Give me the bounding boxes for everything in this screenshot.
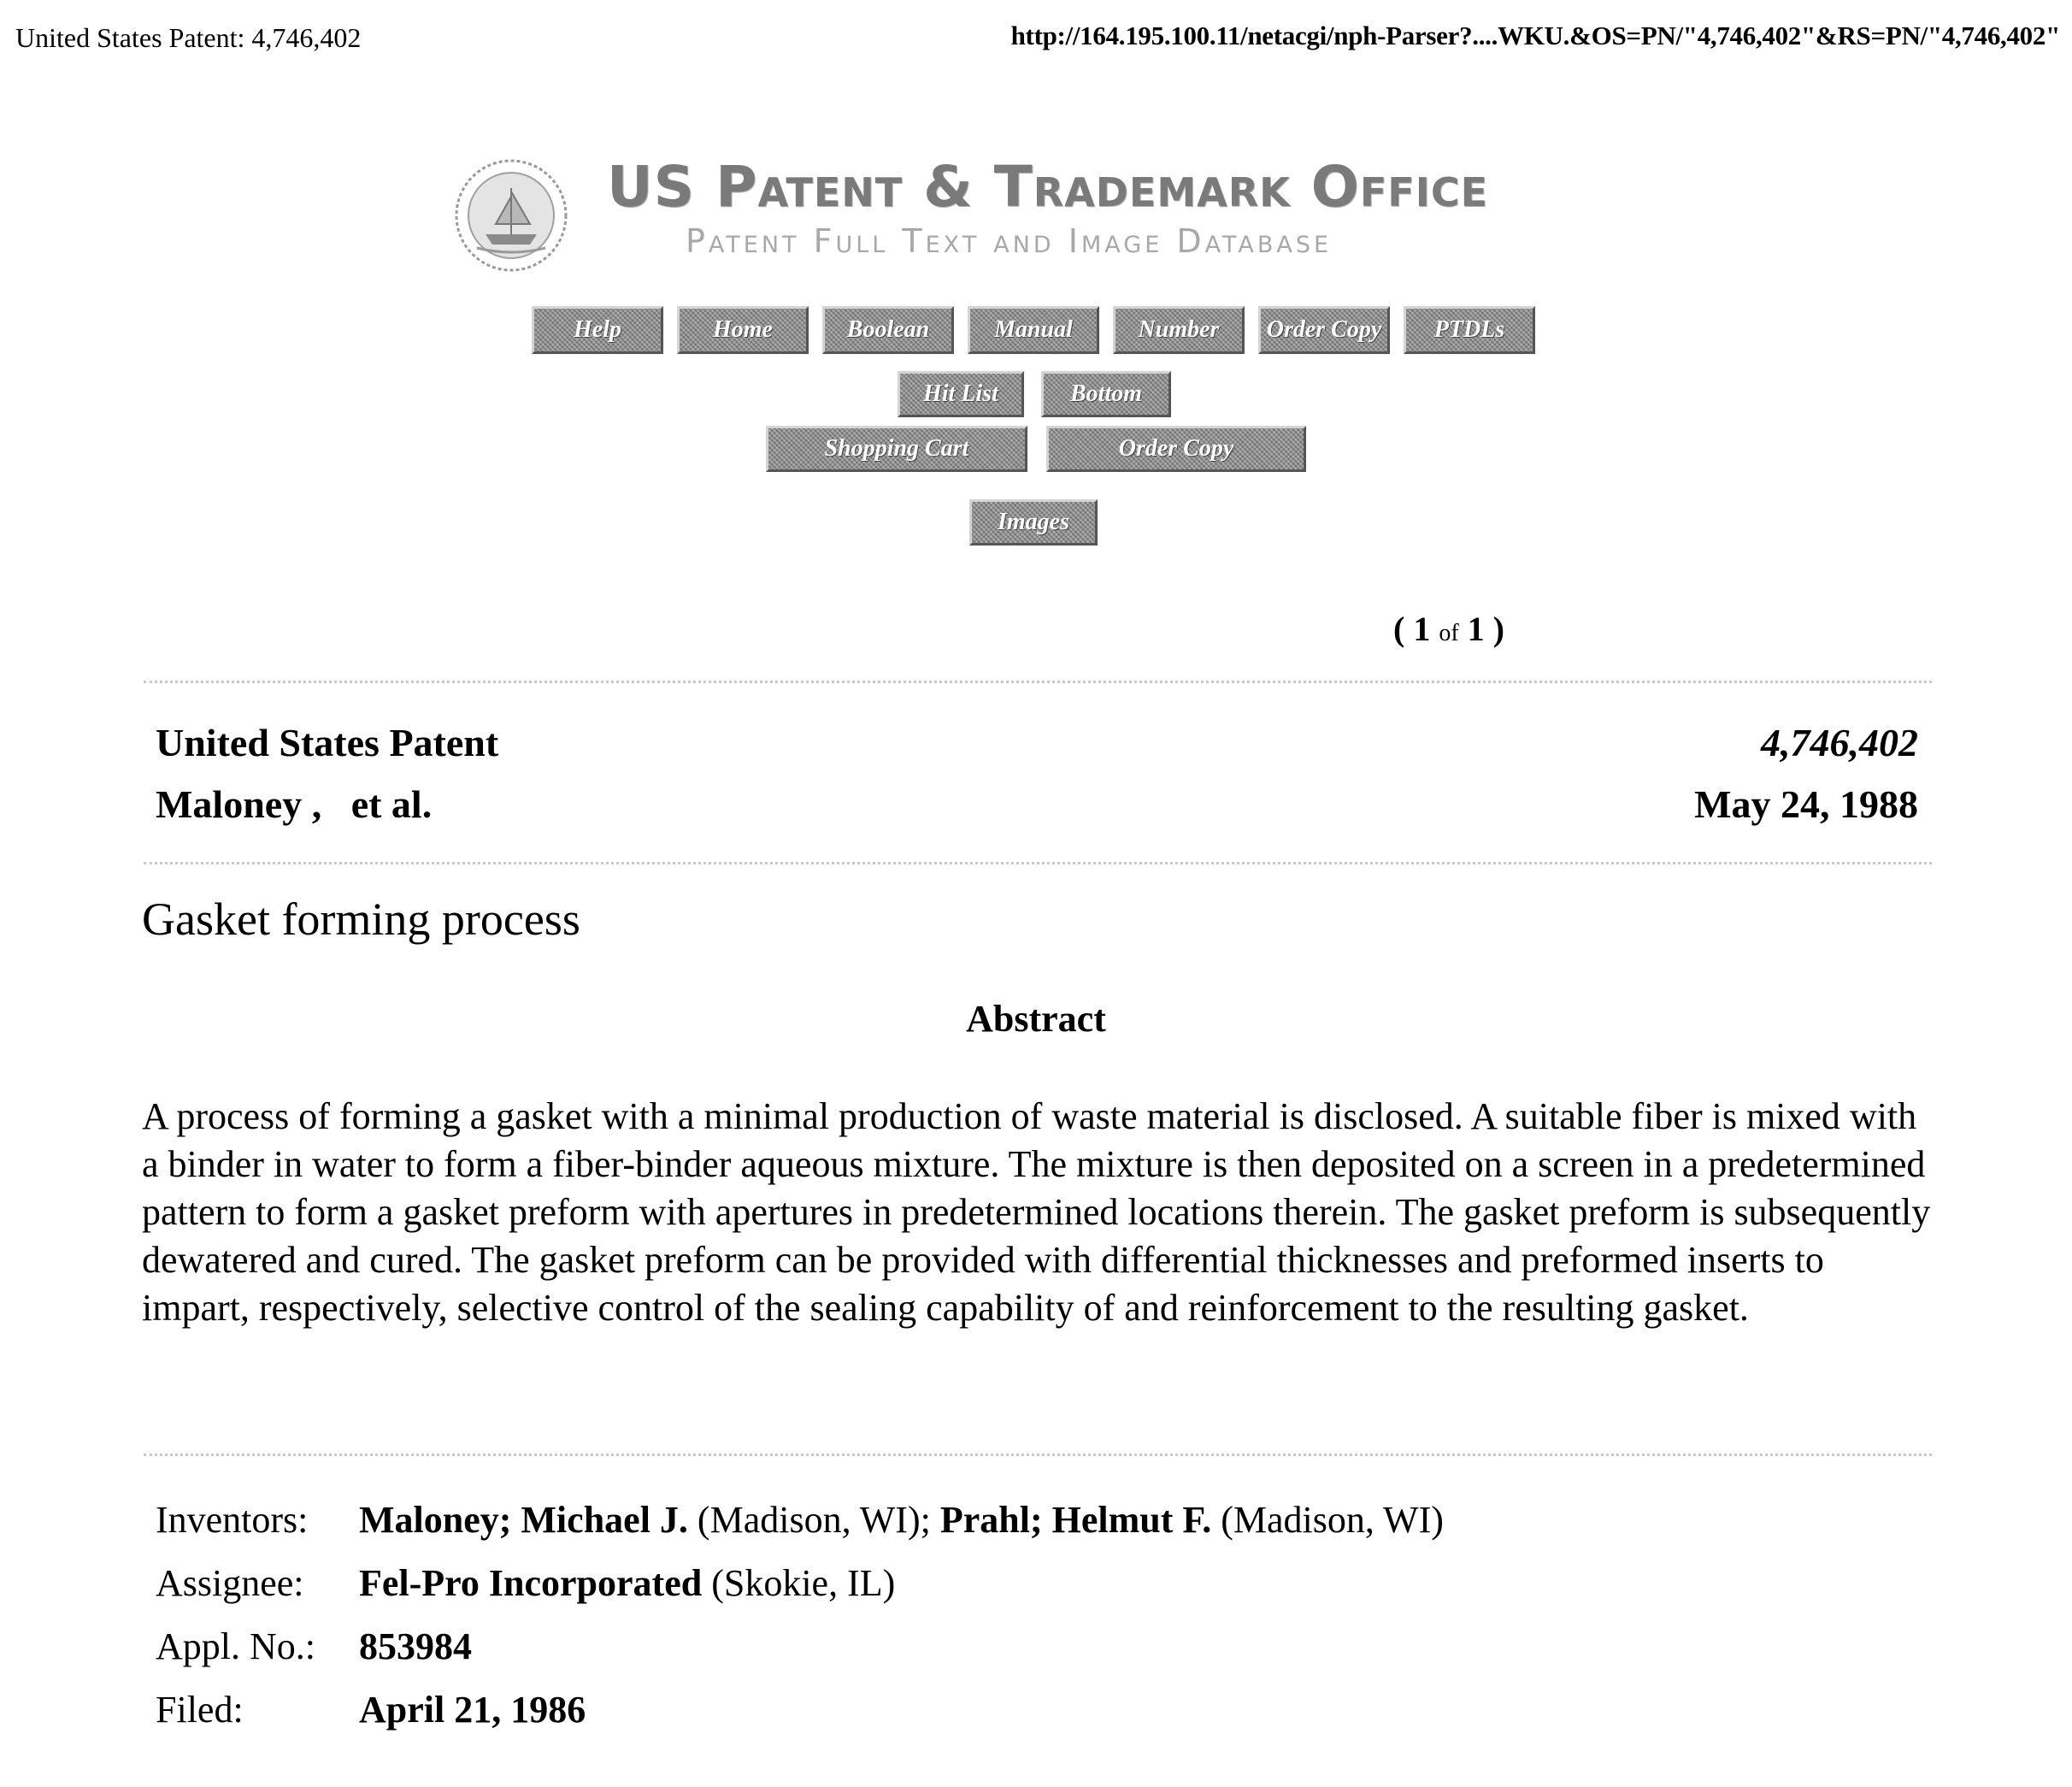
abstract-text: A process of forming a gasket with a minimal production of waste material is disclosed. A suitable fiber is mixed with a binder in water to form a fiber-binder aqueous mixture. The mixture is then deposited on a screen in a predetermined pattern to form a gasket preform with apertures in predetermined locations therein. The gasket preform is subsequently dewatered and cured. The gasket preform can be provided with differential thicknesses and preformed inserts to impart, respectively, selective control of the sealing capability of and reinforcement to the resulting gasket.: [142, 1095, 1931, 1329]
banner-title: US Patent & Trademark Office: [607, 154, 1489, 220]
divider: [144, 1454, 1932, 1456]
inventor-location: (Madison, WI): [1211, 1499, 1444, 1541]
assignee-value: [359, 1561, 895, 1605]
boolean-button[interactable]: Boolean: [822, 306, 954, 354]
inventors-label: Inventors:: [156, 1499, 309, 1541]
abstract-heading: Abstract: [966, 998, 1106, 1040]
appl-no-label: Appl. No.:: [156, 1625, 315, 1667]
images-button[interactable]: Images: [969, 499, 1098, 546]
pager-total: 1: [1467, 610, 1485, 648]
assignee-name: Fel-Pro Incorporated: [359, 1562, 703, 1604]
pager-current: 1: [1413, 610, 1431, 648]
bottom-button[interactable]: Bottom: [1041, 371, 1171, 417]
manual-button[interactable]: Manual: [968, 306, 1099, 354]
filed-value: April 21, 1986: [359, 1689, 586, 1731]
divider: [144, 681, 1932, 683]
patent-title: Gasket forming process: [142, 894, 580, 945]
result-pager: ( 1 of 1 ): [1393, 610, 1504, 648]
appl-no-value: 853984: [359, 1625, 472, 1667]
help-button[interactable]: Help: [532, 306, 663, 354]
filed-label: Filed:: [156, 1689, 244, 1731]
shopping-cart-button[interactable]: Shopping Cart: [766, 426, 1027, 472]
hit-list-button[interactable]: Hit List: [898, 371, 1024, 417]
inventors-value: [359, 1498, 1444, 1542]
assignee-location: (Skokie, IL): [702, 1562, 896, 1604]
pager-of: of: [1439, 620, 1459, 646]
inventor-name: Maloney; Michael J.: [359, 1499, 688, 1541]
patent-office: United States Patent: [156, 721, 499, 764]
divider: [144, 862, 1932, 864]
home-button[interactable]: Home: [677, 306, 809, 354]
inventor-name: Prahl; Helmut F.: [939, 1499, 1212, 1541]
order-copy-button[interactable]: Order Copy: [1258, 306, 1390, 354]
ptdls-button[interactable]: PTDLs: [1404, 306, 1535, 354]
uspto-seal-icon[interactable]: [451, 156, 571, 275]
assignee-label: Assignee:: [156, 1562, 304, 1604]
banner-subtitle: Patent Full Text and Image Database: [686, 222, 1333, 260]
patent-inventor-short: Maloney , et al.: [156, 782, 433, 826]
inventor-location: (Madison, WI);: [687, 1499, 940, 1541]
print-header-url: http://164.195.100.11/netacgi/nph-Parser?....WKU.&OS=PN/"4,746,402"&RS=PN/"4,746,402": [1010, 21, 2060, 50]
patent-number: 4,746,402: [1761, 721, 1918, 764]
order-copy-cart-button[interactable]: Order Copy: [1046, 426, 1306, 472]
number-button[interactable]: Number: [1113, 306, 1245, 354]
patent-date: May 24, 1988: [1694, 782, 1918, 826]
print-header-title: United States Patent: 4,746,402: [15, 22, 362, 53]
